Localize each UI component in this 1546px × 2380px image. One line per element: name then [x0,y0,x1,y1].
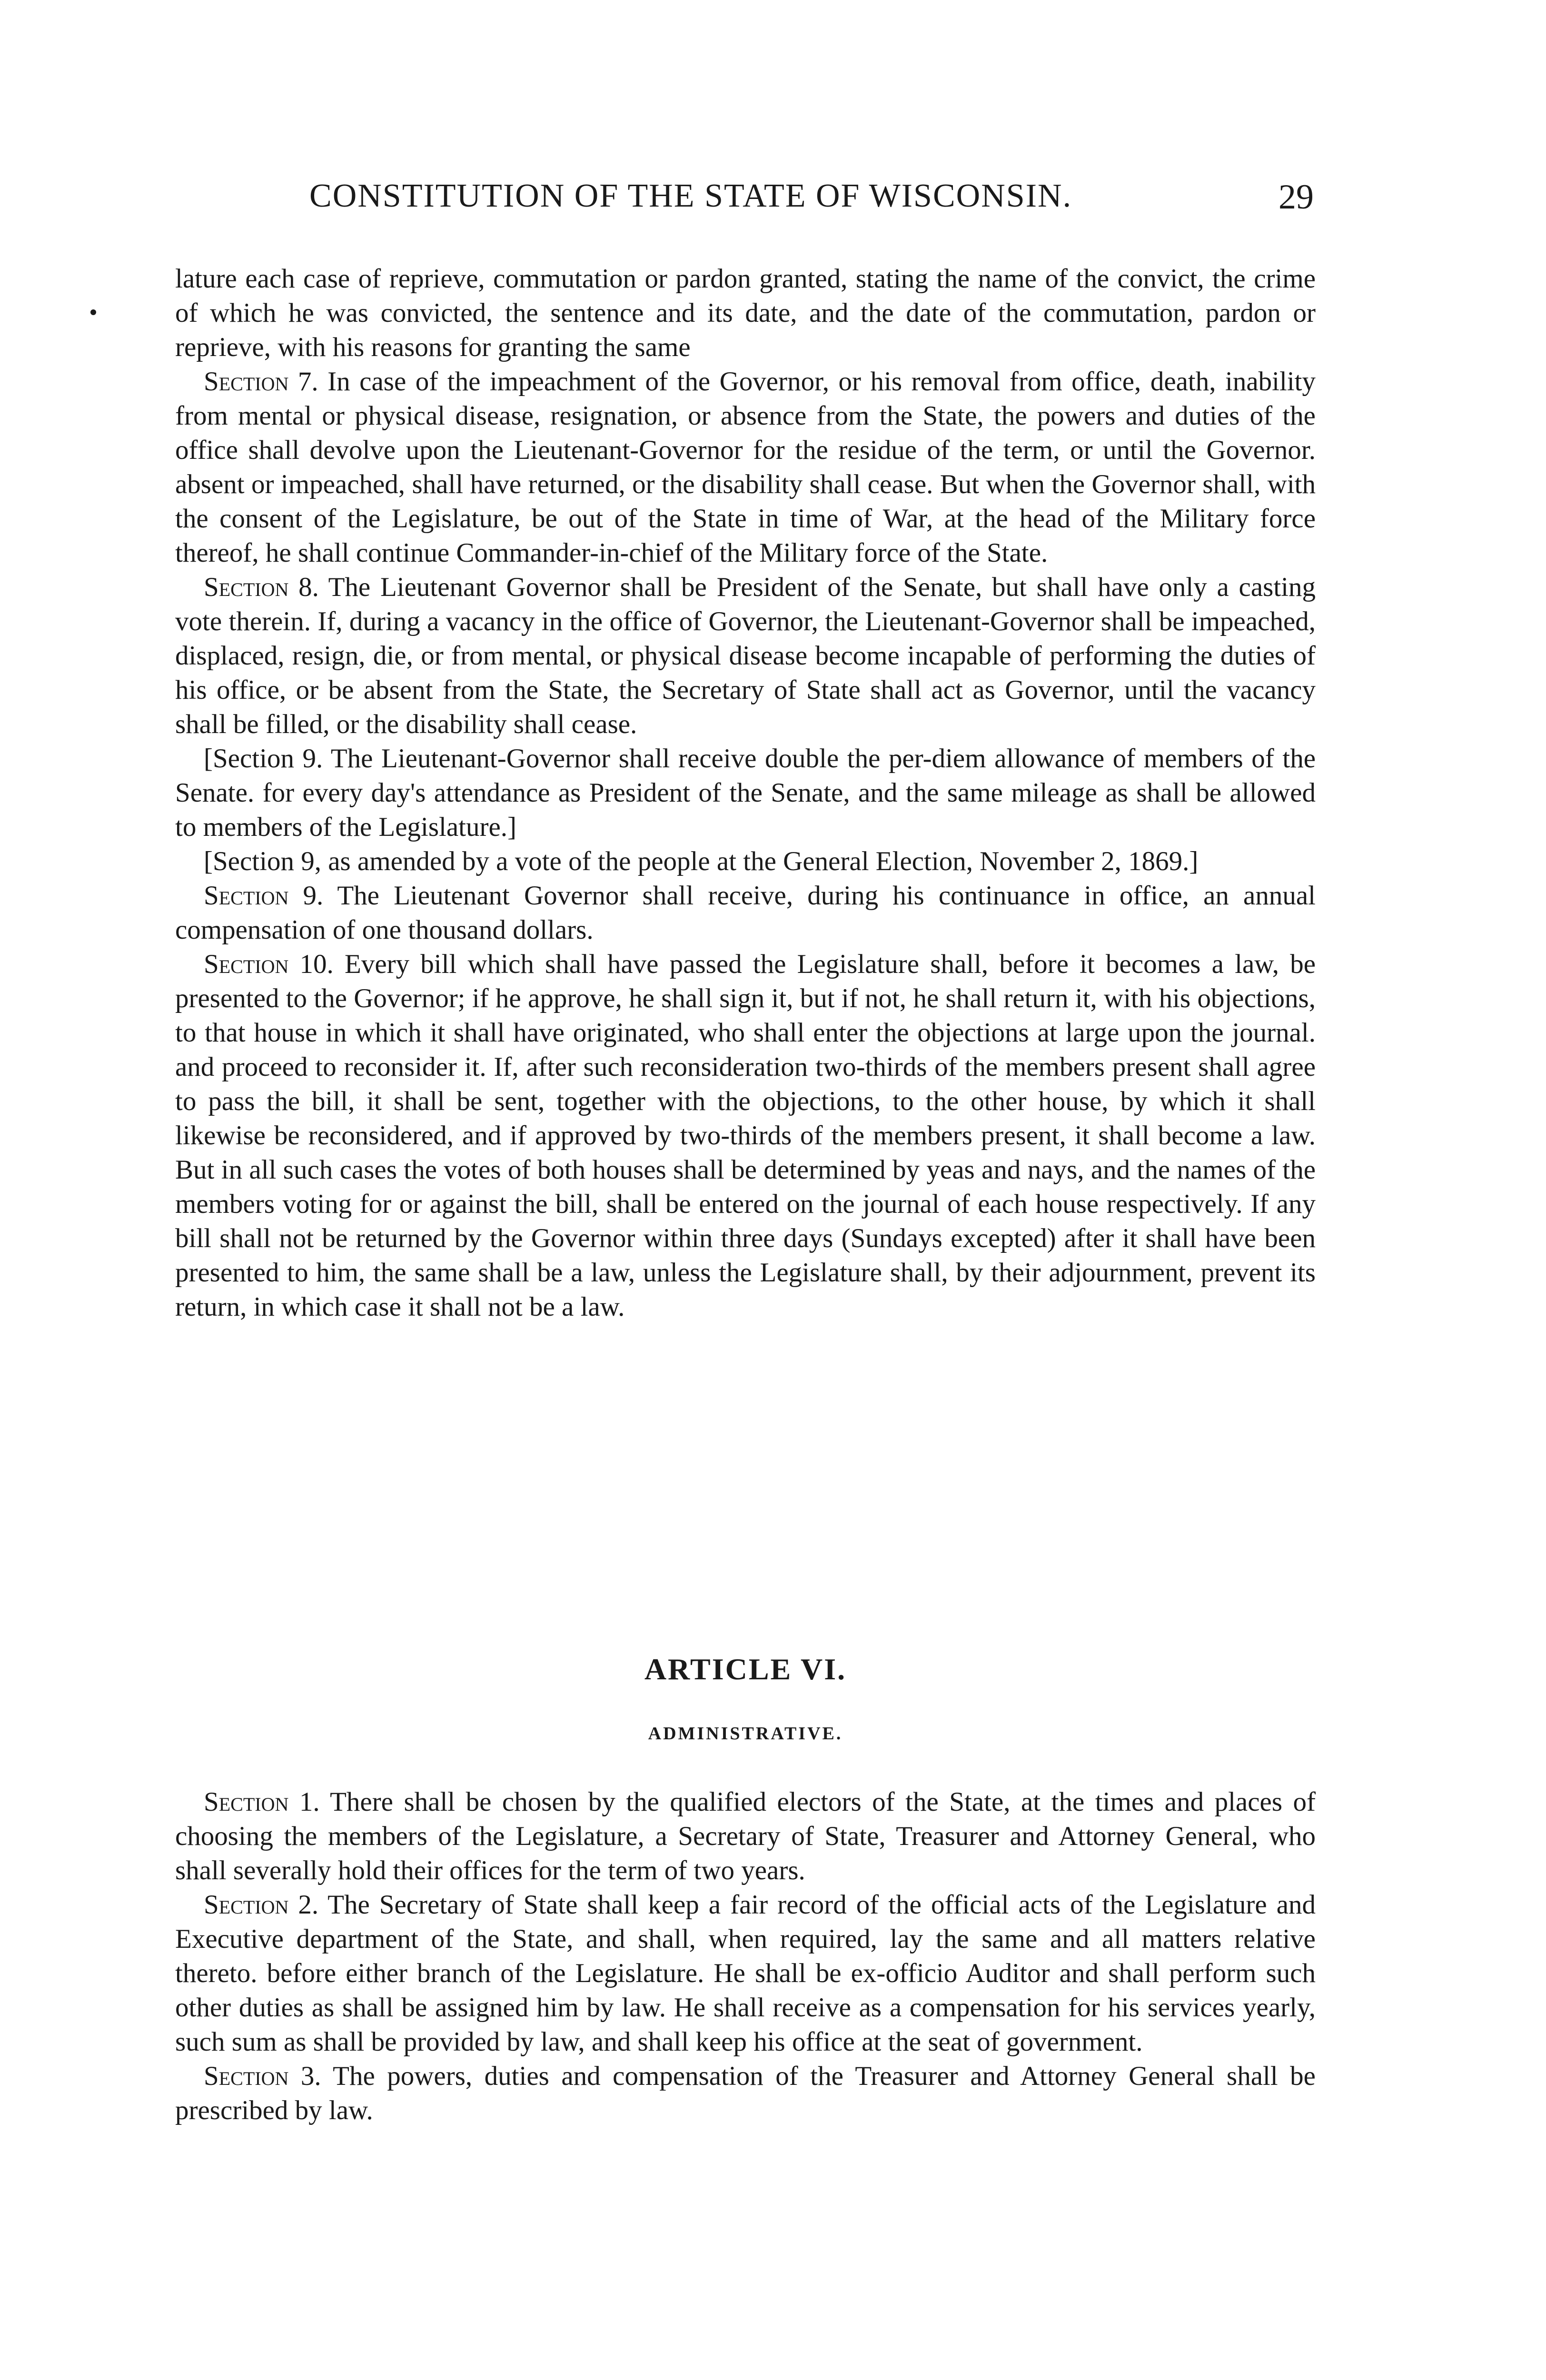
paragraph-section-2: Section 2. The Secretary of State shall keep a fair record of the official acts of the Legislature and Executive department of the State, and shall, when required, lay the same and all matters relative thereto. before either branch of the Legislature. He shall be ex-officio Auditor and shall perform such other duties as shall be assigned him by law. He shall receive as a compensation for his services yearly, such sum as shall be provided by law, and shall keep his office at the seat of government. [175,1890,1316,2057]
page-header [176,177,1314,229]
article-vi-body [175,1785,1316,2128]
section-label: Section 1. [204,1787,320,1817]
paragraph-section-7: Section 7. In case of the impeachment of the Governor, or his removal from office, death, inability from mental or physical disease, resignation, or absence from the State, the powers and duties of the office shall devolve upon the Lieutenant-Governor for the residue of the term, or until the Governor. absent or impeached, shall have returned, or the disability shall cease. But when the Governor shall, with the consent of the Legislature, be out of the State in time of War, at the head of the Military force thereof, he shall continue Commander-in-chief of the Military force of the State. [175,367,1316,568]
running-title: CONSTITUTION OF THE STATE OF WISCONSIN. [309,178,1072,214]
section-label: Section 9. [204,881,324,911]
paragraph-amendment-note: [Section 9, as amended by a vote of the people at the General Election, November 2, 1869.] [204,846,1199,876]
paragraph-section-10: Section 10. Every bill which shall have passed the Legislature shall, before it becomes a law, be presented to the Governor; if he approve, he shall sign it, but if not, he shall return it, with his objections, to that house in which it shall have originated, who shall enter the objections at large upon the journal. and proceed to reconsider it. If, after such reconsideration two-thirds of the members present shall agree to pass the bill, it shall be sent, together with the objections, to the other house, by which it shall likewise be reconsidered, and if approved by two-thirds of the members present, it shall become a law. But in all such cases the votes of both houses shall be determined by yeas and nays, and the names of the members voting for or against the bill, shall be entered on the journal of each house respectively. If any bill shall not be returned by the Governor within three days (Sundays excepted) after it shall have been presented to him, the same shall be a law, unless the Legislature shall, by their adjournment, prevent its return, in which case it shall not be a law. [175,949,1316,1322]
paragraph-section-9: Section 9. The Lieutenant Governor shall receive, during his continuance in office, an annual compensation of one thousand dollars. [175,881,1316,945]
article-subtitle: ADMINISTRATIVE. [648,1724,843,1744]
page-number: 29 [1278,178,1314,217]
section-label: Section 10. [204,949,334,979]
section-label: Section 7. [204,367,318,397]
section-label: Section 3. [204,2061,321,2091]
paragraph-continuation: lature each case of reprieve, commutation or pardon granted, stating the name of the convict, the crime of which he was convicted, the sentence and its date, and the date of the commutation, pardon or reprieve, with his reasons for granting the same [175,264,1316,362]
article-title: ARTICLE VI. [644,1652,847,1686]
paragraph-section-8: Section 8. The Lieutenant Governor shall be President of the Senate, but shall have only a casting vote therein. If, during a vacancy in the office of Governor, the Lieutenant-Governor shall be impeached, displaced, resign, die, or from mental, or physical disease become incapable of performing the duties of his office, or be absent from the State, the Secretary of State shall act as Governor, until the vacancy shall be filled, or the disability shall cease. [175,572,1316,739]
paragraph-section-1: Section 1. There shall be chosen by the qualified electors of the State, at the times and places of choosing the members of the Legislature, a Secretary of State, Treasurer and Attorney General, who shall severally hold their offices for the term of two years. [175,1787,1316,1885]
paragraph-former-section-9: [Section 9. The Lieutenant-Governor shall receive double the per-diem allowance of members of the Senate. for every day's attendance as President of the Senate, and the same mileage as shall be allowed to members of the Legislature.] [175,744,1316,842]
section-label: Section 8. [204,572,319,602]
article-v-continued [175,262,1316,1324]
scan-speck [90,309,96,315]
paragraph-section-3: Section 3. The powers, duties and compensation of the Treasurer and Attorney General shall be prescribed by law. [175,2061,1316,2125]
section-label: Section 2. [204,1890,319,1920]
